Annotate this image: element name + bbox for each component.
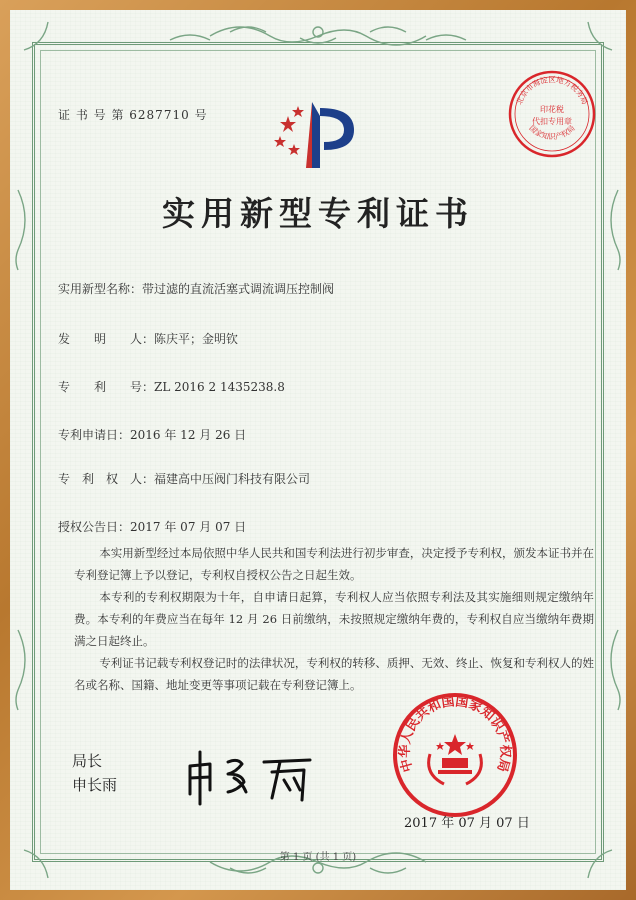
field-value: ZL 2016 2 1435238.8 <box>154 380 285 394</box>
body-paragraph: 本专利的专利权期限为十年，自申请日起算，专利权人应当依照专利法及其实施细则规定缴纳年费。本专利的年费应当在每年 12 月 26 日前缴纳，未按照规定缴纳年费的，专利权自应当缴纳年费期满之日起终止。 <box>74 590 594 648</box>
tax-stamp <box>506 68 598 160</box>
field-label: 专利申请日： <box>58 428 131 442</box>
field-label: 授权公告日： <box>58 520 131 534</box>
field-label: 实用新型名称： <box>58 282 143 296</box>
field-value: 2017 年 07 月 07 日 <box>130 520 247 534</box>
field-label: 发 明 人： <box>58 332 155 346</box>
official-seal <box>390 690 520 820</box>
certificate-title: 实用新型专利证书 <box>162 194 474 233</box>
tax-stamp-bottom-text: 国家知识产权局 <box>527 123 577 142</box>
field-value: 陈庆平；金明钦 <box>154 332 239 346</box>
svg-text:国家知识产权局 <box>527 123 576 141</box>
patent-office-logo-icon <box>272 98 364 170</box>
field-grant-date <box>58 518 246 535</box>
certificate-body <box>74 542 594 696</box>
certificate-number-suffix: 号 <box>194 108 208 122</box>
body-paragraph: 专利证书记载专利权登记时的法律状况，专利权的转移、质押、无效、终止、恢复和专利权人的姓名或名称、国籍、地址变更等事项记载在专利登记簿上。 <box>74 656 594 692</box>
tax-stamp-mid2: 代扣专用章 <box>532 117 572 126</box>
issue-date: 2017 年 07 月 07 日 <box>404 816 530 831</box>
page-number: 第 1 页 (共 1 页) <box>279 852 357 863</box>
field-application-date <box>58 426 246 443</box>
field-label: 专 利 权 人： <box>58 472 155 486</box>
field-inventor <box>58 330 238 347</box>
tax-stamp-top-text: 北京市海淀区地方税务局 <box>514 75 590 106</box>
director-signature <box>180 748 330 808</box>
certificate-number <box>58 106 208 123</box>
svg-text:北京市海淀区地方税务局 <box>514 74 590 106</box>
body-paragraph: 本实用新型经过本局依照中华人民共和国专利法进行初步审查，决定授予专利权，颁发本证书并在专利登记簿上予以登记，专利权自授权公告之日起生效。 <box>74 546 594 582</box>
certificate-number-value: 6287710 <box>129 108 190 122</box>
national-emblem-icon <box>429 734 482 784</box>
field-patent-number <box>58 378 285 395</box>
official-name: 申长雨 <box>72 776 118 794</box>
field-utility-model-name <box>58 280 334 297</box>
field-value: 福建高中压阀门科技有限公司 <box>154 472 311 486</box>
official-seal-text: 中华人民共和国国家知识产权局 <box>397 694 513 774</box>
field-patentee <box>58 470 310 487</box>
official-title: 局长 <box>72 752 103 770</box>
field-value: 2016 年 12 月 26 日 <box>130 428 247 442</box>
field-value: 带过滤的直流活塞式调流调压控制阀 <box>142 282 335 296</box>
tax-stamp-mid1: 印花税 <box>540 105 564 114</box>
certificate-number-label: 证 书 号 第 <box>58 108 125 122</box>
field-label: 专 利 号： <box>58 380 155 394</box>
certificate-paper <box>10 10 626 890</box>
